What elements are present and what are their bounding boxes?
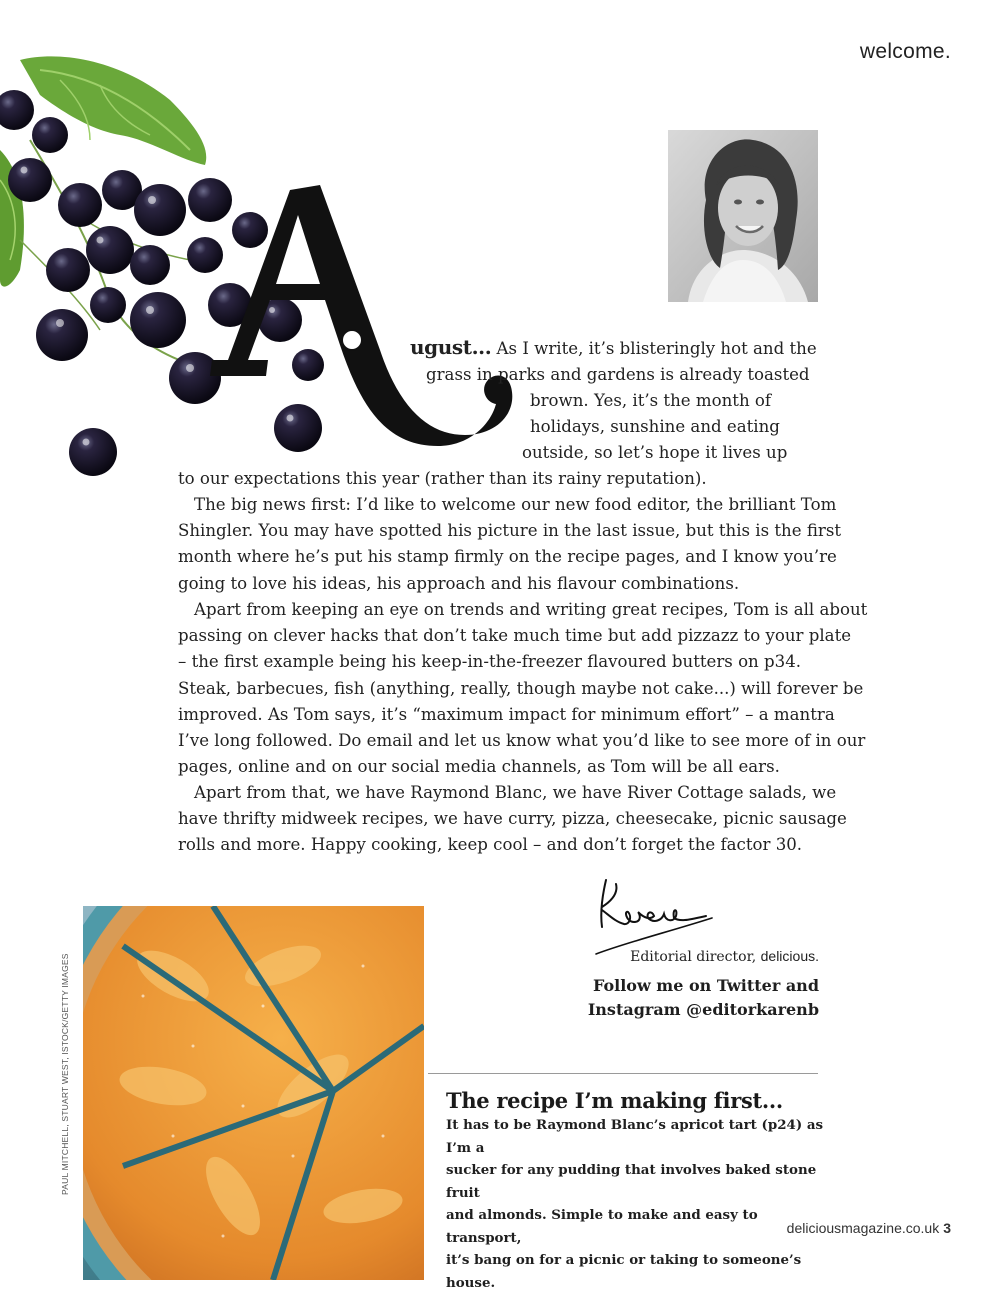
- signoff-role: [630, 948, 819, 965]
- paragraph-1: [178, 492, 842, 597]
- apricot-tart-image: [83, 906, 424, 1280]
- intro-line-1-rest: As I write, it’s blisteringly hot and the: [491, 339, 817, 358]
- follow-line-2: Instagram @editorkarenb: [587, 1000, 819, 1019]
- brand-name: delicious.: [760, 948, 819, 964]
- photo-credit: PAUL MITCHELL, STUART WEST, ISTOCK/GETTY IMAGES: [60, 953, 70, 1195]
- page-number: 3: [943, 1220, 951, 1236]
- editor-portrait: [668, 130, 818, 302]
- paragraph-line: Steak, barbecues, fish (anything, really, though maybe not cake...) will forever be: [178, 678, 864, 698]
- paragraph-line: – the first example being his keep-in-the-freezer flavoured butters on p34.: [178, 652, 802, 672]
- intro-line-4: holidays, sunshine and eating: [530, 417, 780, 436]
- recipe-line: It has to be Raymond Blanc’s apricot tart (p24) as I’m a: [446, 1117, 824, 1156]
- recipe-line: it’s bang on for a picnic or taking to someone’s house.: [446, 1252, 802, 1291]
- intro-line-1: [410, 334, 817, 362]
- paragraph-line: improved. As Tom says, it’s “maximum impact for minimum effort” – a mantra: [178, 704, 835, 724]
- paragraph-line: Apart from keeping an eye on trends and writing great recipes, Tom is all about: [194, 600, 868, 619]
- intro-line-6: to our expectations this year (rather than its rainy reputation).: [178, 469, 707, 488]
- paragraph-line: The big news first: I’d like to welcome our new food editor, the brilliant Tom: [194, 495, 837, 514]
- paragraph-line: month where he’s put his stamp firmly on the recipe pages, and I know you’re: [178, 547, 837, 567]
- recipe-line: sucker for any pudding that involves baked stone fruit: [446, 1162, 817, 1201]
- paragraph-2: [178, 597, 868, 780]
- intro-line-3: brown. Yes, it’s the month of: [530, 391, 772, 410]
- paragraph-line: pages, online and on our social media channels, as Tom will be all ears.: [178, 757, 780, 777]
- follow-note: [588, 974, 819, 1022]
- paragraph-line: Apart from that, we have Raymond Blanc, we have River Cottage salads, we: [194, 783, 837, 802]
- recipe-line: and almonds. Simple to make and easy to transport,: [446, 1207, 758, 1246]
- recipe-description: [446, 1114, 826, 1294]
- paragraph-3: [178, 780, 847, 859]
- paragraph-line: I’ve long followed. Do email and let us know what you’d like to see more of in our: [178, 731, 866, 751]
- dropcap-letter: [200, 160, 530, 460]
- intro-line-2: grass in parks and gardens is already toasted: [426, 365, 810, 384]
- paragraph-line: Shingler. You may have spotted his picture in the last issue, but this is the first: [178, 521, 842, 541]
- website-url: deliciousmagazine.co.uk: [786, 1220, 940, 1236]
- page-footer: [787, 1220, 951, 1236]
- recipe-title: The recipe I’m making first...: [446, 1088, 783, 1113]
- paragraph-line: have thrifty midweek recipes, we have curry, pizza, cheesecake, picnic sausage: [178, 809, 847, 829]
- lead-word: ugust...: [410, 335, 492, 359]
- follow-line-1: Follow me on Twitter and: [592, 976, 819, 995]
- divider: [428, 1073, 818, 1074]
- dropcap-text: A: [200, 160, 201, 161]
- role-text: Editorial director,: [630, 949, 761, 965]
- paragraph-line: going to love his ideas, his approach and his flavour combinations.: [178, 573, 740, 593]
- paragraph-line: passing on clever hacks that don’t take much time but add pizzazz to your plate: [178, 626, 852, 646]
- intro-line-5: outside, so let’s hope it lives up: [522, 443, 788, 462]
- section-label: welcome.: [859, 40, 951, 63]
- paragraph-line: rolls and more. Happy cooking, keep cool – and don’t forget the factor 30.: [178, 835, 803, 855]
